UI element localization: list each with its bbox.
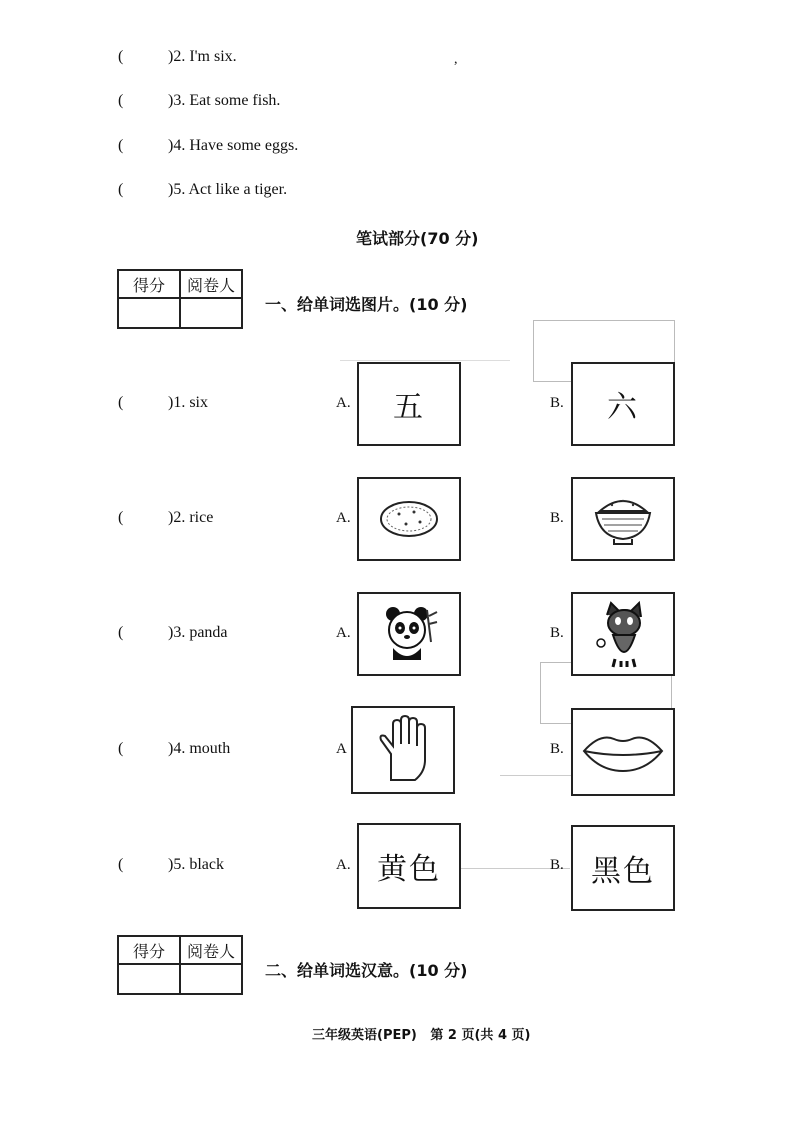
score-cell[interactable]	[118, 298, 180, 328]
cat-icon	[593, 599, 653, 669]
option-b-label: B.	[550, 625, 564, 641]
answer-paren[interactable]: (	[118, 740, 124, 757]
rice-bowl-icon	[588, 489, 658, 549]
grader-header: 阅卷人	[180, 936, 242, 964]
option-a-box[interactable]	[357, 592, 461, 676]
option-b-box[interactable]	[571, 825, 675, 911]
option-text: 五	[393, 390, 425, 425]
option-text: 六	[607, 390, 639, 425]
item-text: )4. Have some eggs.	[168, 137, 299, 154]
pic-item-4	[118, 740, 230, 758]
option-text: 黄色	[377, 852, 441, 887]
section-1-title: 一、给单词选图片。(10 分)	[265, 295, 468, 314]
item-text: )5. Act like a tiger.	[168, 181, 288, 198]
item-word: )3. panda	[168, 624, 228, 641]
answer-paren[interactable]: (	[118, 92, 124, 109]
page-footer: 三年级英语(PEP) 第 2 页(共 4 页)	[312, 1028, 531, 1043]
option-a-box[interactable]	[357, 477, 461, 561]
grader-cell[interactable]	[180, 964, 242, 994]
hand-icon	[371, 714, 435, 786]
answer-paren[interactable]: (	[118, 856, 124, 873]
option-a-box[interactable]	[357, 362, 461, 446]
option-b-label: B.	[550, 741, 564, 757]
listening-item-4	[118, 137, 298, 155]
score-table-2	[117, 935, 243, 995]
score-header: 得分	[118, 936, 180, 964]
option-a-label: A.	[336, 395, 351, 411]
item-text: )3. Eat some fish.	[168, 92, 281, 109]
pic-item-5	[118, 856, 224, 874]
bleed-through-line	[340, 340, 510, 361]
answer-paren[interactable]: (	[118, 137, 124, 154]
answer-paren[interactable]: (	[118, 181, 124, 198]
panda-icon	[379, 602, 439, 666]
option-a-label: A.	[336, 625, 351, 641]
item-word: )1. six	[168, 394, 208, 411]
score-header: 得分	[118, 270, 180, 298]
listening-item-5	[118, 181, 287, 199]
listening-item-3	[118, 92, 280, 110]
option-a-box[interactable]	[357, 823, 461, 909]
option-b-box[interactable]	[571, 362, 675, 446]
section-2-title: 二、给单词选汉意。(10 分)	[265, 961, 468, 980]
answer-paren[interactable]: (	[118, 48, 124, 65]
option-a-label: A	[336, 741, 347, 757]
written-section-title: 笔试部分(70 分)	[356, 229, 479, 248]
pic-item-2	[118, 509, 213, 527]
lips-icon	[580, 727, 666, 777]
option-a-label: A.	[336, 857, 351, 873]
option-b-label: B.	[550, 510, 564, 526]
answer-paren[interactable]: (	[118, 509, 124, 526]
answer-paren[interactable]: (	[118, 394, 124, 411]
option-b-box[interactable]	[571, 708, 675, 796]
score-table-1	[117, 269, 243, 329]
option-a-label: A.	[336, 510, 351, 526]
option-a-box[interactable]	[351, 706, 455, 794]
option-b-box[interactable]	[571, 477, 675, 561]
option-b-label: B.	[550, 857, 564, 873]
stray-mark: ,	[454, 52, 458, 67]
item-text: )2. I'm six.	[168, 48, 237, 65]
answer-paren[interactable]: (	[118, 624, 124, 641]
item-word: )2. rice	[168, 509, 214, 526]
grader-header: 阅卷人	[180, 270, 242, 298]
option-b-box[interactable]	[571, 592, 675, 676]
potato-icon	[374, 494, 444, 544]
item-word: )4. mouth	[168, 740, 231, 757]
listening-item-2	[118, 48, 237, 66]
item-word: )5. black	[168, 856, 224, 873]
pic-item-3	[118, 624, 228, 642]
option-text: 黑色	[591, 854, 655, 889]
grader-cell[interactable]	[180, 298, 242, 328]
option-b-label: B.	[550, 395, 564, 411]
score-cell[interactable]	[118, 964, 180, 994]
pic-item-1	[118, 394, 208, 412]
